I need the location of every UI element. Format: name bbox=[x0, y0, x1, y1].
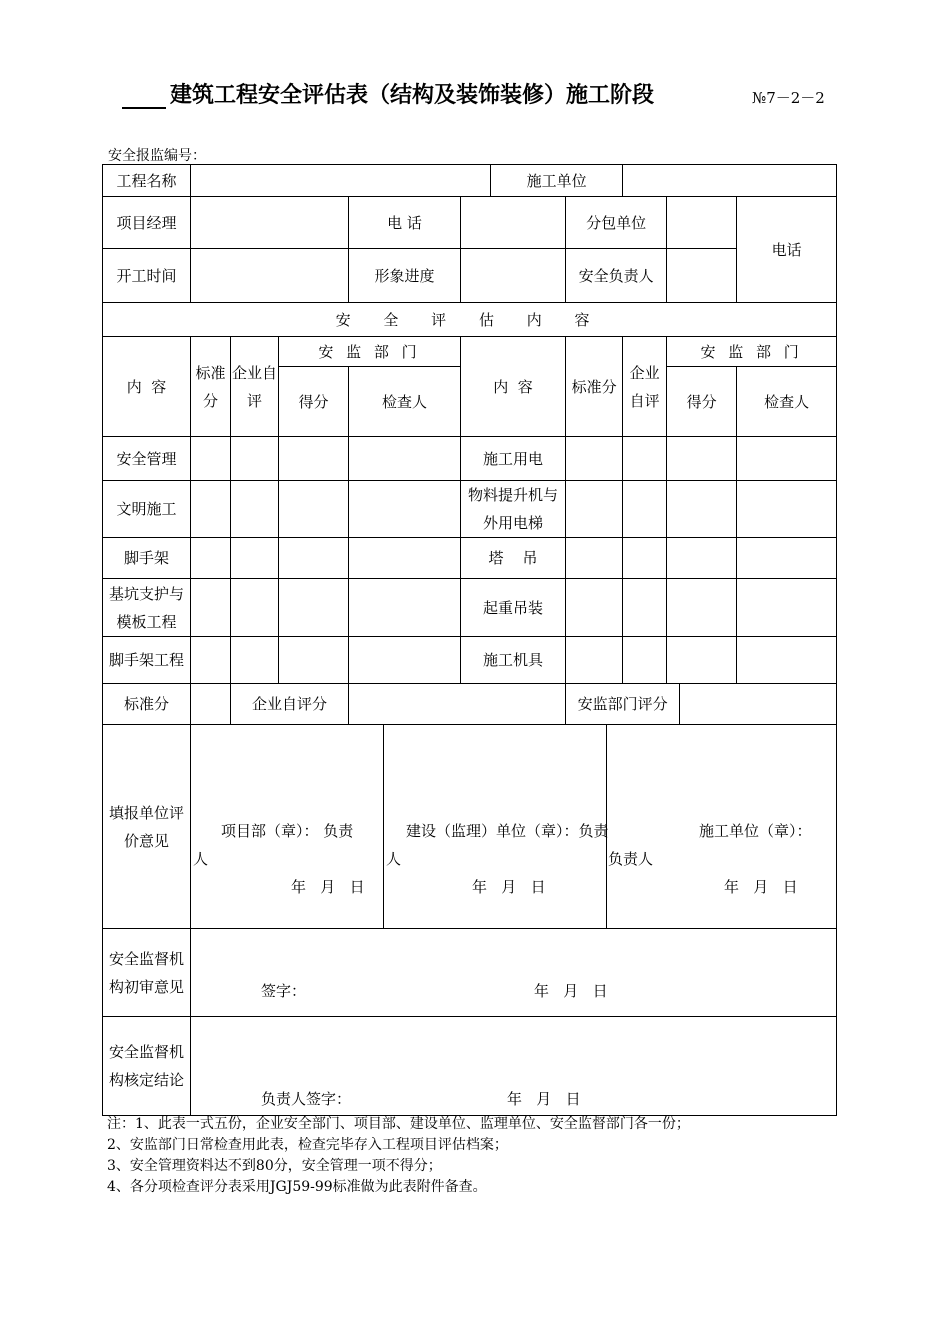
project-name-field[interactable] bbox=[191, 165, 491, 197]
review-area[interactable] bbox=[191, 929, 836, 1016]
cell[interactable] bbox=[566, 579, 623, 637]
total-std-label: 标准分 bbox=[103, 684, 191, 725]
cell[interactable] bbox=[667, 481, 737, 538]
subcontractor-label: 分包单位 bbox=[566, 197, 667, 249]
cell[interactable] bbox=[349, 437, 461, 481]
form-title bbox=[122, 78, 654, 109]
cell[interactable] bbox=[623, 637, 667, 684]
cell[interactable] bbox=[623, 437, 667, 481]
cell[interactable] bbox=[667, 437, 737, 481]
cell[interactable] bbox=[191, 538, 231, 579]
right-inspector-header: 检查人 bbox=[737, 367, 837, 437]
progress-label: 形象进度 bbox=[349, 249, 461, 303]
progress-field[interactable] bbox=[461, 249, 566, 303]
review-label: 安全监督机构初审意见 bbox=[103, 929, 191, 1017]
opinion-c1-date: 年 月 日 bbox=[291, 878, 365, 896]
start-time-label: 开工时间 bbox=[103, 249, 191, 303]
cell[interactable] bbox=[191, 637, 231, 684]
project-name-label: 工程名称 bbox=[103, 165, 191, 197]
cell[interactable] bbox=[349, 637, 461, 684]
table-row bbox=[103, 637, 837, 684]
note-item: 2、安监部门日常检查用此表，检查完毕存入工程项目评估档案； bbox=[107, 1137, 508, 1153]
cell[interactable] bbox=[191, 481, 231, 538]
row-right-label: 塔 吊 bbox=[461, 538, 566, 579]
left-std-score-header: 标准分 bbox=[191, 337, 231, 437]
right-std-score-header: 标准分 bbox=[566, 337, 623, 437]
total-dept-field[interactable] bbox=[680, 684, 837, 725]
safety-lead-label: 安全负责人 bbox=[566, 249, 667, 303]
conclusion-sign: 负责人签字： bbox=[261, 1090, 352, 1108]
cell[interactable] bbox=[667, 579, 737, 637]
title-text: 建筑工程安全评估表（结构及装饰装修）施工阶段 bbox=[170, 82, 655, 108]
review-sign: 签字： bbox=[261, 982, 307, 1000]
cell[interactable] bbox=[667, 538, 737, 579]
evaluation-table bbox=[102, 164, 837, 1116]
left-score-header: 得分 bbox=[279, 367, 349, 437]
cell[interactable] bbox=[191, 437, 231, 481]
opinion-c3-line1: 施工单位（章）： bbox=[699, 822, 812, 840]
table-row bbox=[103, 437, 837, 481]
start-time-field[interactable] bbox=[191, 249, 349, 303]
total-self-label: 企业自评分 bbox=[231, 684, 349, 725]
row-right-label: 施工用电 bbox=[461, 437, 566, 481]
cell[interactable] bbox=[231, 637, 279, 684]
opinion-c2-date: 年 月 日 bbox=[472, 878, 546, 896]
subcontractor-field[interactable] bbox=[667, 197, 737, 249]
left-dept-header: 安 监 部 门 bbox=[279, 337, 461, 367]
opinion-c3-line2: 负责人 bbox=[608, 850, 654, 868]
opinion-c2-line2: 人 bbox=[386, 850, 402, 868]
cell[interactable] bbox=[566, 637, 623, 684]
row-left-label: 安全管理 bbox=[103, 437, 191, 481]
opinion-c3-date: 年 月 日 bbox=[724, 878, 798, 896]
cell[interactable] bbox=[566, 481, 623, 538]
conclusion-label: 安全监督机构核定结论 bbox=[103, 1017, 191, 1116]
row-left-label: 基坑支护与模板工程 bbox=[103, 579, 191, 637]
cell[interactable] bbox=[623, 481, 667, 538]
cell[interactable] bbox=[349, 538, 461, 579]
cell[interactable] bbox=[737, 481, 837, 538]
cell[interactable] bbox=[191, 579, 231, 637]
opinion-c1-line2: 人 bbox=[193, 850, 209, 868]
left-self-eval-header: 企业自评 bbox=[231, 337, 279, 437]
cell[interactable] bbox=[349, 481, 461, 538]
opinion-label: 填报单位评价意见 bbox=[103, 725, 191, 929]
cell[interactable] bbox=[231, 579, 279, 637]
right-content-header: 内 容 bbox=[461, 337, 566, 437]
row-left-label: 脚手架 bbox=[103, 538, 191, 579]
cell[interactable] bbox=[623, 538, 667, 579]
contractor-label: 施工单位 bbox=[491, 165, 623, 197]
notes bbox=[107, 1114, 690, 1198]
cell[interactable] bbox=[737, 579, 837, 637]
cell[interactable] bbox=[737, 437, 837, 481]
cell[interactable] bbox=[231, 437, 279, 481]
opinion-c2-line1: 建设（监理）单位（章）：负责 bbox=[406, 822, 609, 840]
row-right-label: 物料提升机与外用电梯 bbox=[461, 481, 566, 538]
cell[interactable] bbox=[737, 538, 837, 579]
conclusion-area[interactable] bbox=[191, 1017, 836, 1115]
row-left-label: 文明施工 bbox=[103, 481, 191, 538]
cell[interactable] bbox=[737, 637, 837, 684]
total-self-field[interactable] bbox=[349, 684, 566, 725]
contractor-field[interactable] bbox=[623, 165, 837, 197]
cell[interactable] bbox=[566, 437, 623, 481]
phone-field[interactable] bbox=[461, 197, 566, 249]
conclusion-date: 年 月 日 bbox=[507, 1090, 581, 1108]
cell[interactable] bbox=[231, 538, 279, 579]
note-item: 注：1、此表一式五份，企业安全部门、项目部、建设单位、监理单位、安全监督部门各一份； bbox=[107, 1116, 690, 1132]
left-content-header: 内 容 bbox=[103, 337, 191, 437]
left-inspector-header: 检查人 bbox=[349, 367, 461, 437]
cell[interactable] bbox=[279, 538, 349, 579]
cell[interactable] bbox=[623, 579, 667, 637]
right-dept-header: 安 监 部 门 bbox=[667, 337, 837, 367]
cell[interactable] bbox=[279, 437, 349, 481]
cell[interactable] bbox=[566, 538, 623, 579]
report-number-label: 安全报监编号： bbox=[108, 148, 206, 164]
total-std-field[interactable] bbox=[191, 684, 231, 725]
title-blank bbox=[122, 89, 166, 109]
review-date: 年 月 日 bbox=[534, 982, 608, 1000]
row-left-label: 脚手架工程 bbox=[103, 637, 191, 684]
manager-label: 项目经理 bbox=[103, 197, 191, 249]
table-row bbox=[103, 481, 837, 538]
row-right-label: 施工机具 bbox=[461, 637, 566, 684]
safety-lead-field[interactable] bbox=[667, 249, 737, 303]
opinion-c1-line1: 项目部（章）： 负责 bbox=[221, 822, 354, 840]
note-item: 4、各分项检查评分表采用JGJ59-99标准做为此表附件备查。 bbox=[107, 1179, 487, 1195]
right-self-eval-header: 企业自评 bbox=[623, 337, 667, 437]
phone2-label: 电话 bbox=[737, 197, 837, 303]
cell[interactable] bbox=[279, 481, 349, 538]
section-title: 安 全 评 估 内 容 bbox=[103, 303, 837, 337]
table-row bbox=[103, 579, 837, 637]
phone-label: 电 话 bbox=[349, 197, 461, 249]
row-right-label: 起重吊装 bbox=[461, 579, 566, 637]
total-dept-label: 安监部门评分 bbox=[566, 684, 680, 725]
cell[interactable] bbox=[667, 637, 737, 684]
form-number: №7－2－2 bbox=[752, 89, 825, 107]
table-row bbox=[103, 538, 837, 579]
cell[interactable] bbox=[231, 481, 279, 538]
right-score-header: 得分 bbox=[667, 367, 737, 437]
manager-field[interactable] bbox=[191, 197, 349, 249]
cell[interactable] bbox=[349, 579, 461, 637]
cell[interactable] bbox=[279, 637, 349, 684]
cell[interactable] bbox=[279, 579, 349, 637]
opinion-area[interactable] bbox=[191, 725, 836, 928]
note-item: 3、安全管理资料达不到80分，安全管理一项不得分； bbox=[107, 1158, 442, 1174]
